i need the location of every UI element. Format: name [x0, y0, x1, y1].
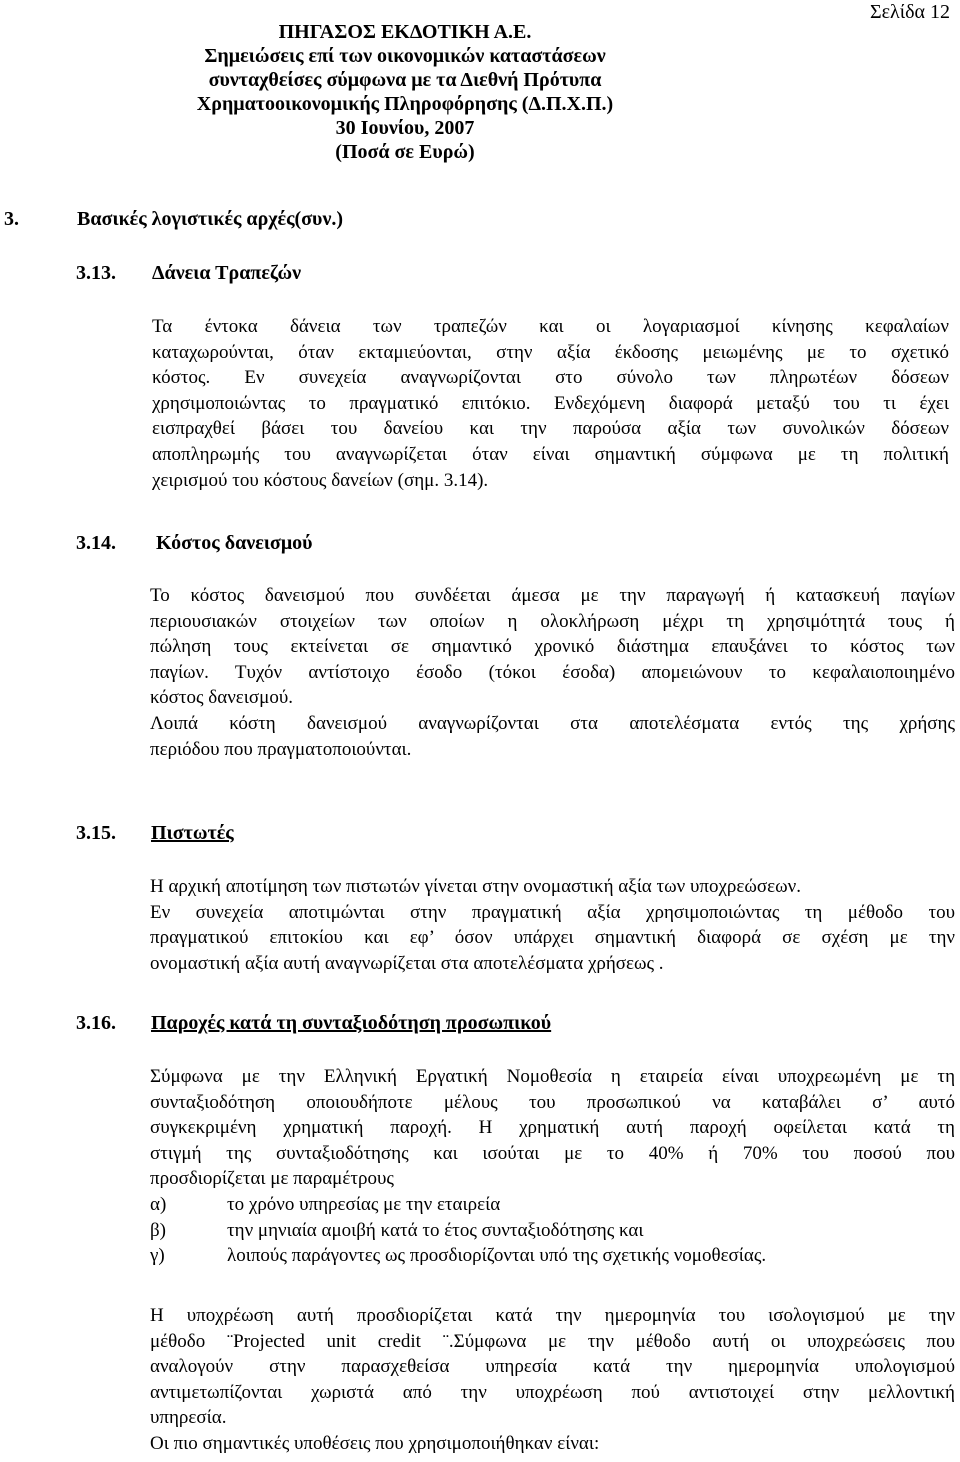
page-number: Σελίδα 12	[869, 1, 950, 23]
paragraph-line: υπηρεσία.	[150, 1407, 227, 1429]
paragraph-line: χειρισμού του κόστους δανείων (σημ. 3.14).	[152, 469, 489, 491]
s316-title: Παροχές κατά τη συνταξιοδότηση προσωπικού	[151, 1012, 552, 1034]
section-title: Βασικές λογιστικές αρχές(συν.)	[77, 208, 344, 230]
list-item-text: το χρόνο υπηρεσίας με την εταιρεία	[227, 1193, 501, 1215]
header-line-2: Σημειώσεις επί των οικονομικών καταστάσεων	[204, 45, 606, 67]
list-item	[150, 1218, 955, 1244]
paragraph-line: παγίων. Τυχόν αντίστοιχο έσοδο (τόκοι έσοδα) απομειώνουν το κεφαλαιοποιημένο	[150, 661, 955, 683]
paragraph-line: χρησιμοποιώντας το πραγματικό επιτόκιο. Ενδεχόμενη διαφορά μεταξύ του τι έχει	[152, 392, 949, 414]
paragraph-line: αναλογούν στην παρασχεθείσα υπηρεσία κατά την ημερομηνία υπολογισμού	[150, 1356, 955, 1378]
header-line-4: Χρηματοοικονομικής Πληροφόρησης (Δ.Π.Χ.Π.)	[196, 93, 614, 115]
paragraph-line: στιγμή της συνταξιοδότησης και ισούται με το 40% ή 70% του ποσού που	[150, 1142, 955, 1164]
paragraph-line: Η υποχρέωση αυτή προσδιορίζεται κατά την ημερομηνία του ισολογισμού με την	[150, 1305, 955, 1326]
paragraph-line: κόστος δανεισμού.	[150, 687, 293, 709]
paragraph-line: αντιμετωπίζονται χωριστά από την υποχρέωση πού αντιστοιχεί στην μελλοντική	[150, 1381, 955, 1403]
paragraph-line: Εν συνεχεία αποτιμώνται στην πραγματική αξία χρησιμοποιώντας τη μέθοδο του	[150, 901, 955, 923]
paragraph-line: εισπραχθεί βάσει του δανείου και την παρούσα αξία των συνολικών δόσεων	[152, 418, 949, 440]
s315-title: Πιστωτές	[151, 822, 234, 844]
section-number: 3.	[4, 208, 19, 230]
document-header	[0, 20, 810, 164]
paragraph-line: ονομαστική αξία αυτή αναγνωρίζεται στα αποτελέσματα χρήσεως .	[150, 952, 664, 974]
s315-paragraph	[150, 874, 955, 976]
list-item-label: β)	[150, 1219, 166, 1241]
paragraph-line: Οι πιο σημαντικές υποθέσεις που χρησιμοποιήθηκαν είναι:	[150, 1432, 600, 1454]
paragraph-line: αποπληρωμής του αναγνωρίζεται όταν είναι σημαντική σύμφωνα με τη πολιτική	[152, 443, 949, 465]
list-item-label: γ)	[150, 1245, 165, 1267]
s313-paragraph	[152, 314, 949, 493]
list-item-text: λοιπούς παράγοντες ως προσδιορίζονται υπό της σχετικής νομοθεσίας.	[227, 1245, 767, 1267]
paragraph-line: περιόδου που πραγματοποιούνται.	[150, 738, 412, 760]
paragraph-line: συνταξιοδότηση οποιουδήποτε μέλους του προσωπικού να καταβάλει σ’ αυτό	[150, 1091, 955, 1113]
s313-title: Δάνεια Τραπεζών	[152, 262, 302, 284]
header-date: 30 Ιουνίου, 2007	[335, 117, 475, 139]
s314-paragraph	[150, 583, 955, 762]
paragraph-line: καταχωρούνται, όταν εκταμιεύονται, στην αξία έκδοσης μειωμένης με το σχετικό	[152, 341, 949, 363]
s315-number: 3.15.	[76, 822, 116, 844]
paragraph-line: Σύμφωνα με την Ελληνική Εργατική Νομοθεσία η εταιρεία είναι υποχρεωμένη με τη	[150, 1066, 955, 1087]
paragraph-line: πραγματικού επιτοκίου και εφ’ όσον υπάρχει σημαντική διαφορά σε σχέση με την	[150, 927, 955, 949]
paragraph-line: μέθοδο ¨Projected unit credit ¨.Σύμφωνα με την μέθοδο αυτή οι υποχρεώσεις που	[150, 1330, 955, 1352]
list-item	[150, 1192, 955, 1218]
s316-number: 3.16.	[76, 1012, 116, 1034]
paragraph-line: Λοιπά κόστη δανεισμού αναγνωρίζονται στα αποτελέσματα εντός της χρήσης	[150, 712, 955, 734]
paragraph-line: Η αρχική αποτίμηση των πιστωτών γίνεται στην ονομαστική αξία των υποχρεώσεων.	[150, 876, 801, 897]
paragraph-line: Τα έντοκα δάνεια των τραπεζών και οι λογαριασμοί κίνησης κεφαλαίων	[152, 316, 949, 337]
paragraph-line: Το κόστος δανεισμού που συνδέεται άμεσα με την παραγωγή ή κατασκευή παγίων	[150, 585, 955, 606]
list-item-text: την μηνιαία αμοιβή κατά το έτος συνταξιοδότησης και	[227, 1219, 644, 1241]
header-line-3: συνταχθείσες σύμφωνα με τα Διεθνή Πρότυπα	[208, 69, 602, 91]
paragraph-line: πώληση τους εκτείνεται σε σημαντικό χρονικό διάστημα επαυξάνει το κόστος των	[150, 636, 955, 658]
paragraph-line: προσδιορίζεται με παραμέτρους	[150, 1168, 394, 1190]
list-item-label: α)	[150, 1193, 167, 1215]
header-currency: (Ποσά σε Ευρώ)	[335, 141, 475, 163]
s316-paragraph-2	[150, 1303, 955, 1457]
paragraph-line: κόστος. Εν συνεχεία αναγνωρίζονται στο σύνολο των πληρωτέων δόσεων	[152, 367, 949, 389]
s316-paragraph	[150, 1064, 955, 1269]
paragraph-line: συγκεκριμένη χρηματική παροχή. Η χρηματική αυτή παροχή οφείλεται κατά τη	[150, 1117, 955, 1139]
s314-title: Κόστος δανεισμού	[156, 532, 313, 554]
list-item	[150, 1243, 955, 1269]
paragraph-line: περιουσιακών στοιχείων των οποίων η ολοκλήρωση μέχρι τη χρησιμότητά τους ή	[150, 610, 955, 632]
s314-number: 3.14.	[76, 532, 116, 554]
s313-number: 3.13.	[76, 262, 116, 284]
company-name: ΠΗΓΑΣΟΣ ΕΚΔΟΤΙΚΗ Α.Ε.	[278, 21, 532, 43]
